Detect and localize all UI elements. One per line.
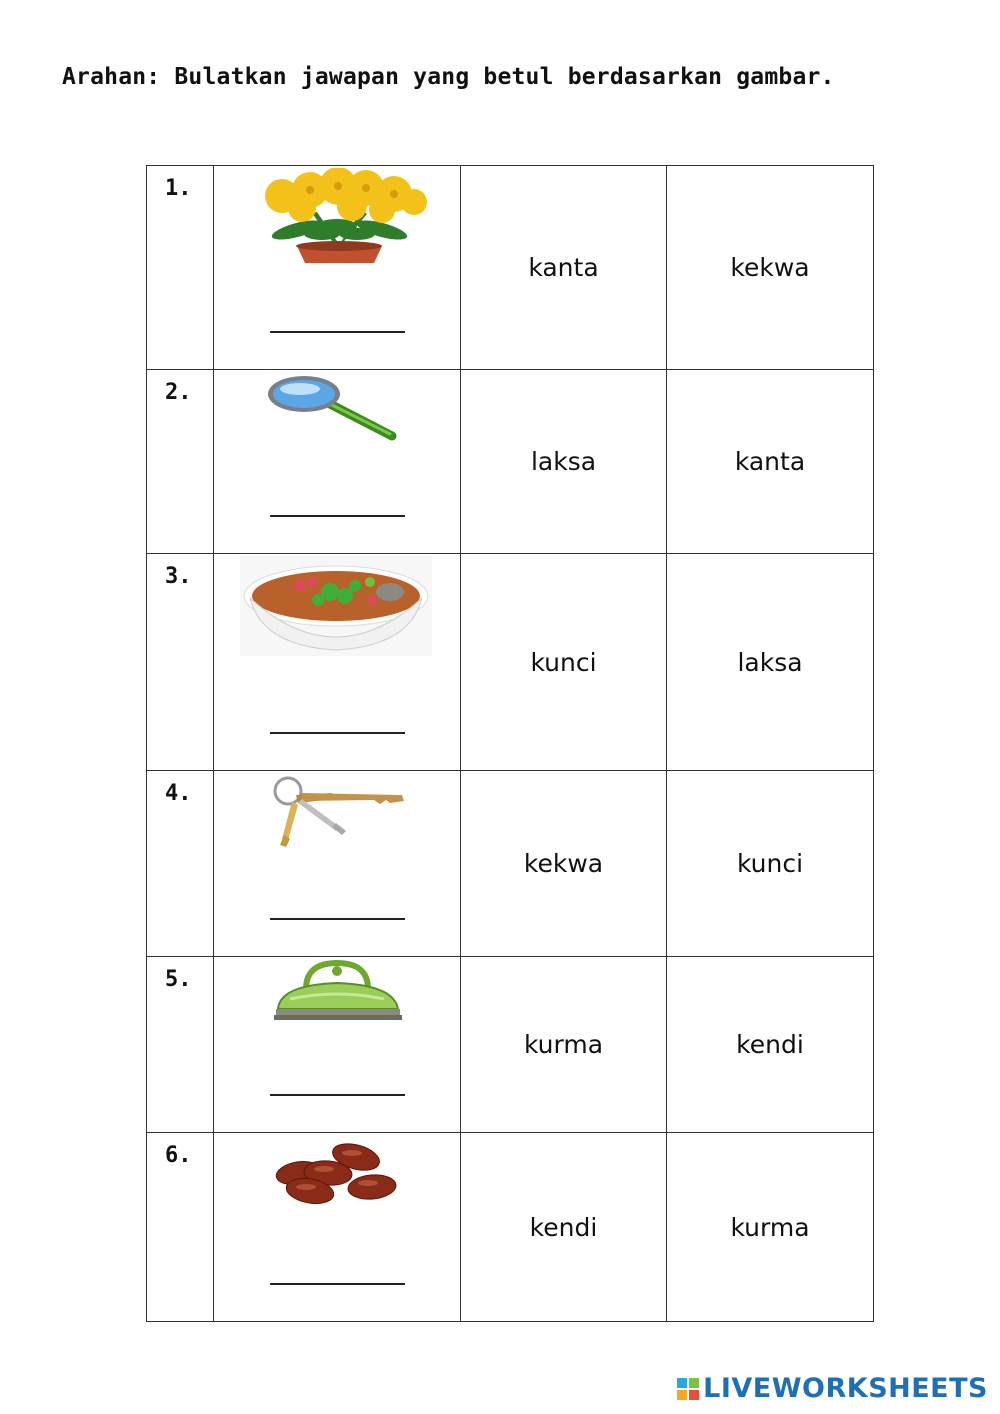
brand-name: LIVEWORKSHEETS (703, 1373, 988, 1404)
number-cell (147, 554, 214, 771)
number-cell (147, 370, 214, 554)
table-row (147, 166, 874, 370)
table-row (147, 771, 874, 957)
number-cell (147, 1133, 214, 1322)
answer-blank[interactable] (270, 1094, 405, 1096)
option-b[interactable]: kurma (667, 1133, 874, 1322)
option-b[interactable]: kunci (667, 771, 874, 957)
answer-blank[interactable] (270, 918, 405, 920)
question-number: 5. (165, 967, 192, 992)
option-a[interactable]: kurma (461, 957, 667, 1133)
picture-cell (214, 370, 461, 554)
option-b[interactable]: laksa (667, 554, 874, 771)
question-number: 3. (165, 564, 192, 589)
answer-blank[interactable] (270, 1283, 405, 1285)
question-number: 4. (165, 781, 192, 806)
magnifying-glass-icon (262, 372, 412, 447)
number-cell (147, 957, 214, 1133)
worksheet-table (146, 165, 874, 1322)
question-number: 6. (165, 1143, 192, 1168)
option-b[interactable]: kanta (667, 370, 874, 554)
kettle-icon (270, 959, 405, 1027)
question-number: 1. (165, 176, 192, 201)
instruction-heading: Arahan: Bulatkan jawapan yang betul berdasarkan gambar. (62, 64, 835, 90)
chrysanthemum-plant-icon (242, 168, 432, 268)
picture-cell (214, 554, 461, 771)
liveworksheets-logo (677, 1373, 988, 1404)
keys-icon (262, 773, 412, 851)
picture-cell (214, 957, 461, 1133)
option-b[interactable]: kendi (667, 957, 874, 1133)
picture-cell (214, 771, 461, 957)
option-a[interactable]: kekwa (461, 771, 667, 957)
question-number: 2. (165, 380, 192, 405)
option-a[interactable]: kunci (461, 554, 667, 771)
laksa-bowl-icon (240, 556, 432, 656)
picture-cell (214, 1133, 461, 1322)
option-b[interactable]: kekwa (667, 166, 874, 370)
option-a[interactable]: kendi (461, 1133, 667, 1322)
table-row (147, 1133, 874, 1322)
table-row (147, 554, 874, 771)
number-cell (147, 166, 214, 370)
number-cell (147, 771, 214, 957)
answer-blank[interactable] (270, 515, 405, 517)
answer-blank[interactable] (270, 732, 405, 734)
liveworksheets-logo-icon (677, 1378, 699, 1400)
picture-cell (214, 166, 461, 370)
table-row (147, 370, 874, 554)
option-a[interactable]: laksa (461, 370, 667, 554)
option-a[interactable]: kanta (461, 166, 667, 370)
dates-icon (272, 1139, 402, 1211)
table-row (147, 957, 874, 1133)
answer-blank[interactable] (270, 331, 405, 333)
